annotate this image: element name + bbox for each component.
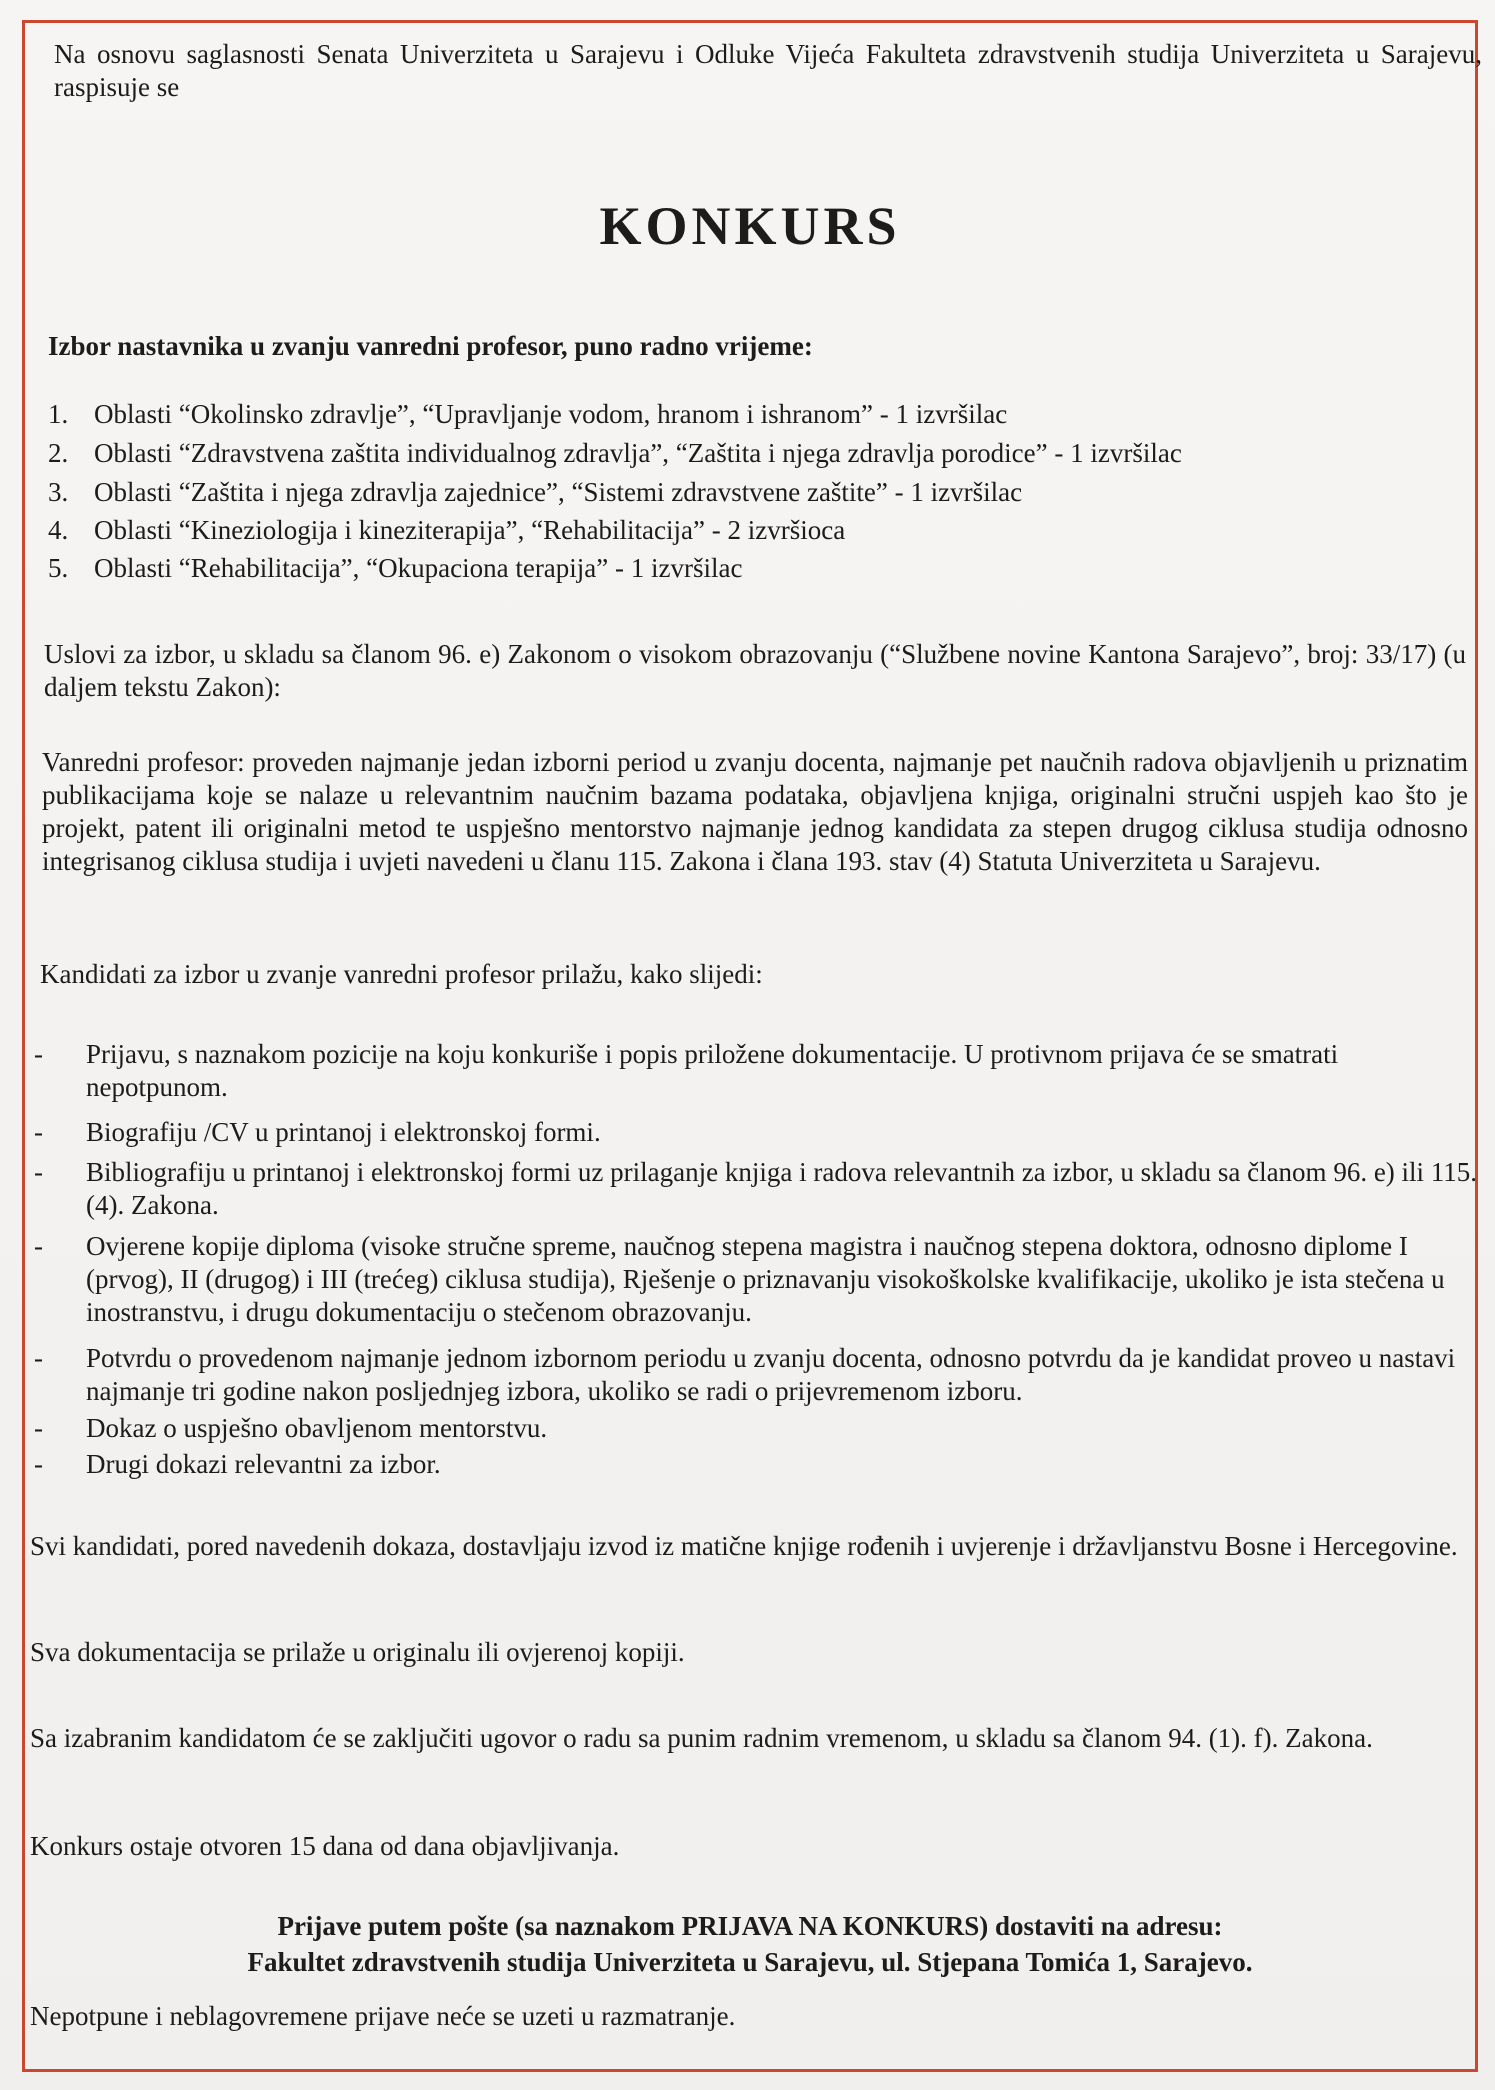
- document-item: [34, 1342, 1474, 1412]
- bullet: -: [34, 1117, 43, 1147]
- bullet: -: [34, 1413, 43, 1443]
- area-text: Oblasti “Okolinsko zdravlje”, “Upravljanje vodom, hranom i ishranom” - 1 izvršilac: [94, 399, 1008, 429]
- bullet: -: [34, 1157, 43, 1187]
- area-item: [48, 552, 1488, 585]
- conditions-text: Uslovi za izbor, u skladu sa članom 96. e) Zakonom o visokom obrazovanju (“Službene novine Kantona Sarajevo”, broj: 33/17) (u daljem tekstu Zakon):: [44, 639, 1466, 702]
- area-text: Oblasti “Zdravstvena zaštita individualnog zdravlja”, “Zaštita i njega zdravlja porodice” - 1 izvršilac: [94, 438, 1182, 468]
- originals-text: Sva dokumentacija se prilaže u originalu ili ovjerenoj kopiji.: [30, 1637, 685, 1667]
- area-text: Oblasti “Zaštita i njega zdravlja zajednice”, “Sistemi zdravstvene zaštite” - 1 izvršilac: [94, 477, 1023, 507]
- contract-text: Sa izabranim kandidatom će se zaključiti ugovor o radu sa punim radnim vremenom, u skladu sa članom 94. (1). f). Zakona.: [30, 1723, 1373, 1753]
- selection-heading: Izbor nastavnika u zvanju vanredni profesor, puno radno vrijeme:: [48, 331, 813, 361]
- document-item: [34, 1230, 1474, 1340]
- area-text: Oblasti “Rehabilitacija”, “Okupaciona terapija” - 1 izvršilac: [94, 553, 743, 583]
- area-item: [48, 514, 1488, 547]
- birth-certificate-text: Svi kandidati, pored navedenih dokaza, dostavljaju izvod iz matične knjige rođenih i uvjerenje i državljanstvu Bosne i Hercegovine.: [30, 1531, 1458, 1561]
- intro-text: Na osnovu saglasnosti Senata Univerziteta u Sarajevu i Odluke Vijeća Fakulteta zdravstvenih studija Univerziteta u Sarajevu, raspisuje se: [54, 39, 1482, 102]
- document-text: Bibliografiju u printanoj i elektronskoj formi uz prilaganje knjiga i radova relevantnih za izbor, u skladu sa članom 96. e) ili 115.(4). Zakona.: [86, 1157, 1478, 1220]
- address-line-1: Prijave putem pošte (sa naznakom PRIJAVA NA KONKURS) dostaviti na adresu:: [277, 1911, 1223, 1941]
- candidates-intro: Kandidati za izbor u zvanje vanredni profesor prilažu, kako slijedi:: [40, 959, 763, 989]
- closing-text: Nepotpune i neblagovremene prijave neće se uzeti u razmatranje.: [30, 2001, 736, 2031]
- area-item: [48, 398, 1488, 431]
- area-item: [48, 437, 1488, 470]
- professor-requirements: Vanredni profesor: proveden najmanje jedan izborni period u zvanju docenta, najmanje pet naučnih radova objavljenih u priznatim publikacijama koje se nalaze u relevantnim naučnim bazama podataka, objavljena knjiga, originalni stručni uspjeh kao što je projekt, patent ili originalni metod te uspješno mentorstvo najmanje jednog kandidata za stepen drugog ciklusa studija odnosno integrisanog ciklusa studija i uvjeti navedeni u članu 115. Zakona i člana 193. stav (4) Statuta Univerziteta u Sarajevu.: [42, 747, 1468, 876]
- bullet: -: [34, 1039, 43, 1069]
- bullet: -: [34, 1343, 43, 1373]
- address-line-2: Fakultet zdravstvenih studija Univerziteta u Sarajevu, ul. Stjepana Tomića 1, Sarajevo.: [247, 1947, 1253, 1977]
- area-number: 5.: [48, 553, 69, 583]
- document-text: Potvrdu o provedenom najmanje jednom izbornom periodu u zvanju docenta, odnosno potvrdu da je kandidat proveo u nastavi najmanje tri godine nakon posljednjeg izbora, ukoliko se radi o prijevremenom izboru.: [86, 1343, 1456, 1406]
- area-item: [48, 476, 1488, 509]
- document-text: Prijavu, s naznakom pozicije na koju konkuriše i popis priložene dokumentacije. U protivnom prijava će se smatrati nepotpunom.: [86, 1039, 1339, 1102]
- bullet: -: [34, 1231, 43, 1261]
- area-number: 2.: [48, 438, 69, 468]
- document-item: [34, 1156, 1478, 1226]
- area-number: 1.: [48, 399, 69, 429]
- document-text: Biografiju /CV u printanoj i elektronskoj formi.: [86, 1117, 601, 1147]
- page-title: KONKURS: [599, 196, 901, 256]
- document-text: Dokaz o uspješno obavljenom mentorstvu.: [86, 1413, 548, 1443]
- document-text: Ovjerene kopije diploma (visoke stručne spreme, naučnog stepena magistra i naučnog stepena doktora, odnosno diplome I (prvog), II (drugog) i III (trećeg) ciklusa studija), Rješenje o priznavanju visokoškolske kvalifikacije, ukoliko je ista stečena u inostranstvu, i drugu dokumentaciju o stečenom obrazovanju.: [86, 1231, 1445, 1327]
- open-period-text: Konkurs ostaje otvoren 15 dana od dana objavljivanja.: [30, 1831, 620, 1861]
- area-number: 3.: [48, 477, 69, 507]
- area-text: Oblasti “Kineziologija i kineziterapija”, “Rehabilitacija” - 2 izvršioca: [94, 515, 846, 545]
- announcement: [30, 0, 1482, 2050]
- area-number: 4.: [48, 515, 69, 545]
- document-item: [34, 1038, 1474, 1108]
- document-text: Drugi dokazi relevantni za izbor.: [86, 1449, 441, 1479]
- bullet: -: [34, 1449, 43, 1479]
